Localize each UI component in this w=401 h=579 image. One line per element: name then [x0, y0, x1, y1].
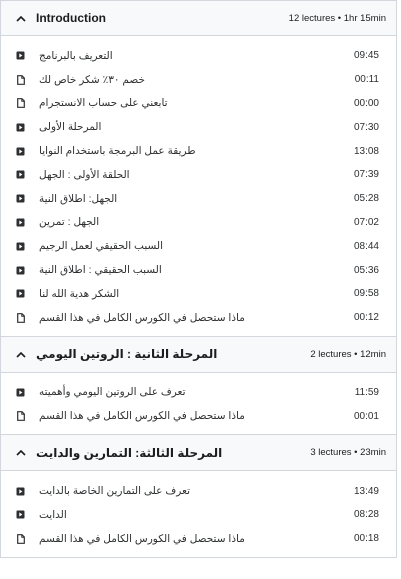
file-icon [16, 534, 25, 544]
lecture-title: السبب الحقيقي لعمل الرجيم [39, 240, 163, 253]
section-title: المرحلة الثانية : الروتين اليومي [36, 347, 218, 362]
lecture-list [1, 36, 396, 336]
video-icon [16, 241, 25, 251]
lecture-title: السبب الحقيقي : اطلاق النية [39, 264, 162, 277]
lecture-left [16, 533, 245, 545]
lecture-duration: 00:18 [353, 533, 379, 545]
lecture-title: التعريف بالبرنامج [39, 49, 113, 62]
lecture-row[interactable] [1, 234, 396, 258]
video-icon [16, 194, 25, 204]
lecture-title: طريقة عمل البرمجة باستخدام النوايا [39, 145, 196, 158]
lecture-left [16, 485, 190, 497]
lecture-row[interactable] [1, 115, 396, 139]
lecture-left [16, 216, 99, 228]
lecture-duration: 07:02 [353, 216, 379, 228]
lecture-left [16, 240, 163, 252]
lecture-duration: 00:11 [354, 74, 379, 86]
video-icon [16, 170, 25, 180]
chevron-up-icon [16, 13, 26, 23]
video-icon [16, 289, 25, 299]
lecture-duration: 11:59 [354, 386, 379, 398]
video-icon [16, 486, 25, 496]
lecture-title: الشكر هدية الله لنا [39, 287, 120, 300]
lecture-row[interactable] [1, 479, 396, 503]
lecture-left [16, 264, 162, 276]
lecture-row[interactable] [1, 68, 396, 92]
lecture-row[interactable] [1, 503, 396, 527]
lecture-title: ماذا ستحصل في الكورس الكامل في هذا القسم [39, 532, 245, 545]
lecture-row[interactable] [1, 211, 396, 235]
section-header[interactable] [1, 336, 396, 373]
lecture-left [16, 97, 168, 109]
file-icon [16, 313, 25, 323]
lecture-title: خصم ٣٠٪ شكر خاص لك [39, 73, 146, 86]
lecture-left [16, 312, 245, 324]
lecture-row[interactable] [1, 258, 396, 282]
lecture-duration: 07:39 [353, 169, 379, 181]
section-header[interactable] [1, 434, 396, 471]
lecture-duration: 05:28 [353, 193, 379, 205]
lecture-title: الجهل : تمرين [39, 216, 100, 229]
section-header-left [16, 11, 106, 25]
lecture-title: تعرف على التمارين الخاصة بالدايت [39, 485, 190, 498]
lecture-row[interactable] [1, 187, 396, 211]
video-icon [16, 265, 25, 275]
lecture-duration: 09:58 [353, 288, 379, 300]
lecture-duration: 13:08 [353, 145, 379, 157]
lecture-left [16, 121, 101, 133]
lecture-duration: 08:44 [353, 240, 379, 252]
section-header-left [16, 347, 217, 361]
lecture-duration: 13:49 [353, 485, 379, 497]
lecture-title: الدايت [39, 508, 67, 521]
lecture-duration: 07:30 [353, 121, 379, 133]
lecture-row[interactable] [1, 44, 396, 68]
lecture-row[interactable] [1, 139, 396, 163]
lecture-left [16, 410, 245, 422]
section-meta: 2 lectures • 12min [310, 348, 386, 360]
lecture-left [16, 74, 145, 86]
chevron-up-icon [16, 448, 26, 458]
lecture-duration: 08:28 [353, 509, 379, 521]
lecture-row[interactable] [1, 404, 396, 428]
lecture-title: ماذا ستحصل في الكورس الكامل في هذا القسم [39, 311, 245, 324]
lecture-left [16, 386, 186, 398]
section-meta: 12 lectures • 1hr 15min [288, 12, 386, 24]
lecture-duration: 00:01 [353, 410, 379, 422]
video-icon [16, 217, 25, 227]
section-title: المرحلة الثالثة: التمارين والدايت [36, 445, 223, 460]
chevron-up-icon [16, 349, 26, 359]
lecture-left [16, 288, 119, 300]
section-title: Introduction [36, 11, 106, 25]
file-icon [16, 75, 25, 85]
lecture-title: الجهل: اطلاق النية [39, 192, 118, 205]
lecture-row[interactable] [1, 282, 396, 306]
lecture-duration: 00:00 [353, 97, 379, 109]
lecture-row[interactable] [1, 527, 396, 551]
video-icon [16, 387, 25, 397]
lecture-list [1, 373, 396, 435]
lecture-title: تابعني على حساب الانستجرام [39, 97, 168, 110]
section-header-left [16, 446, 222, 460]
lecture-duration: 00:12 [353, 312, 379, 324]
lecture-left [16, 50, 113, 62]
lecture-left [16, 169, 130, 181]
file-icon [16, 98, 25, 108]
section-header[interactable] [1, 0, 396, 36]
lecture-title: المرحلة الأولى [39, 121, 102, 134]
lecture-title: الحلقة الأولى : الجهل [39, 168, 130, 181]
video-icon [16, 510, 25, 520]
lecture-left [16, 193, 117, 205]
video-icon [16, 122, 25, 132]
lecture-list [1, 471, 396, 556]
lecture-left [16, 145, 196, 157]
lecture-duration: 05:36 [353, 264, 379, 276]
video-icon [16, 146, 25, 156]
lecture-title: ماذا ستحصل في الكورس الكامل في هذا القسم [39, 410, 245, 423]
file-icon [16, 411, 25, 421]
lecture-row[interactable] [1, 163, 396, 187]
lecture-left [16, 509, 67, 521]
lecture-row[interactable] [1, 381, 396, 405]
lecture-title: تعرف على الروتين اليومي وأهميته [39, 386, 186, 399]
lecture-row[interactable] [1, 92, 396, 116]
lecture-duration: 09:45 [353, 50, 379, 62]
video-icon [16, 51, 25, 61]
section-meta: 3 lectures • 23min [310, 447, 386, 459]
lecture-row[interactable] [1, 306, 396, 330]
